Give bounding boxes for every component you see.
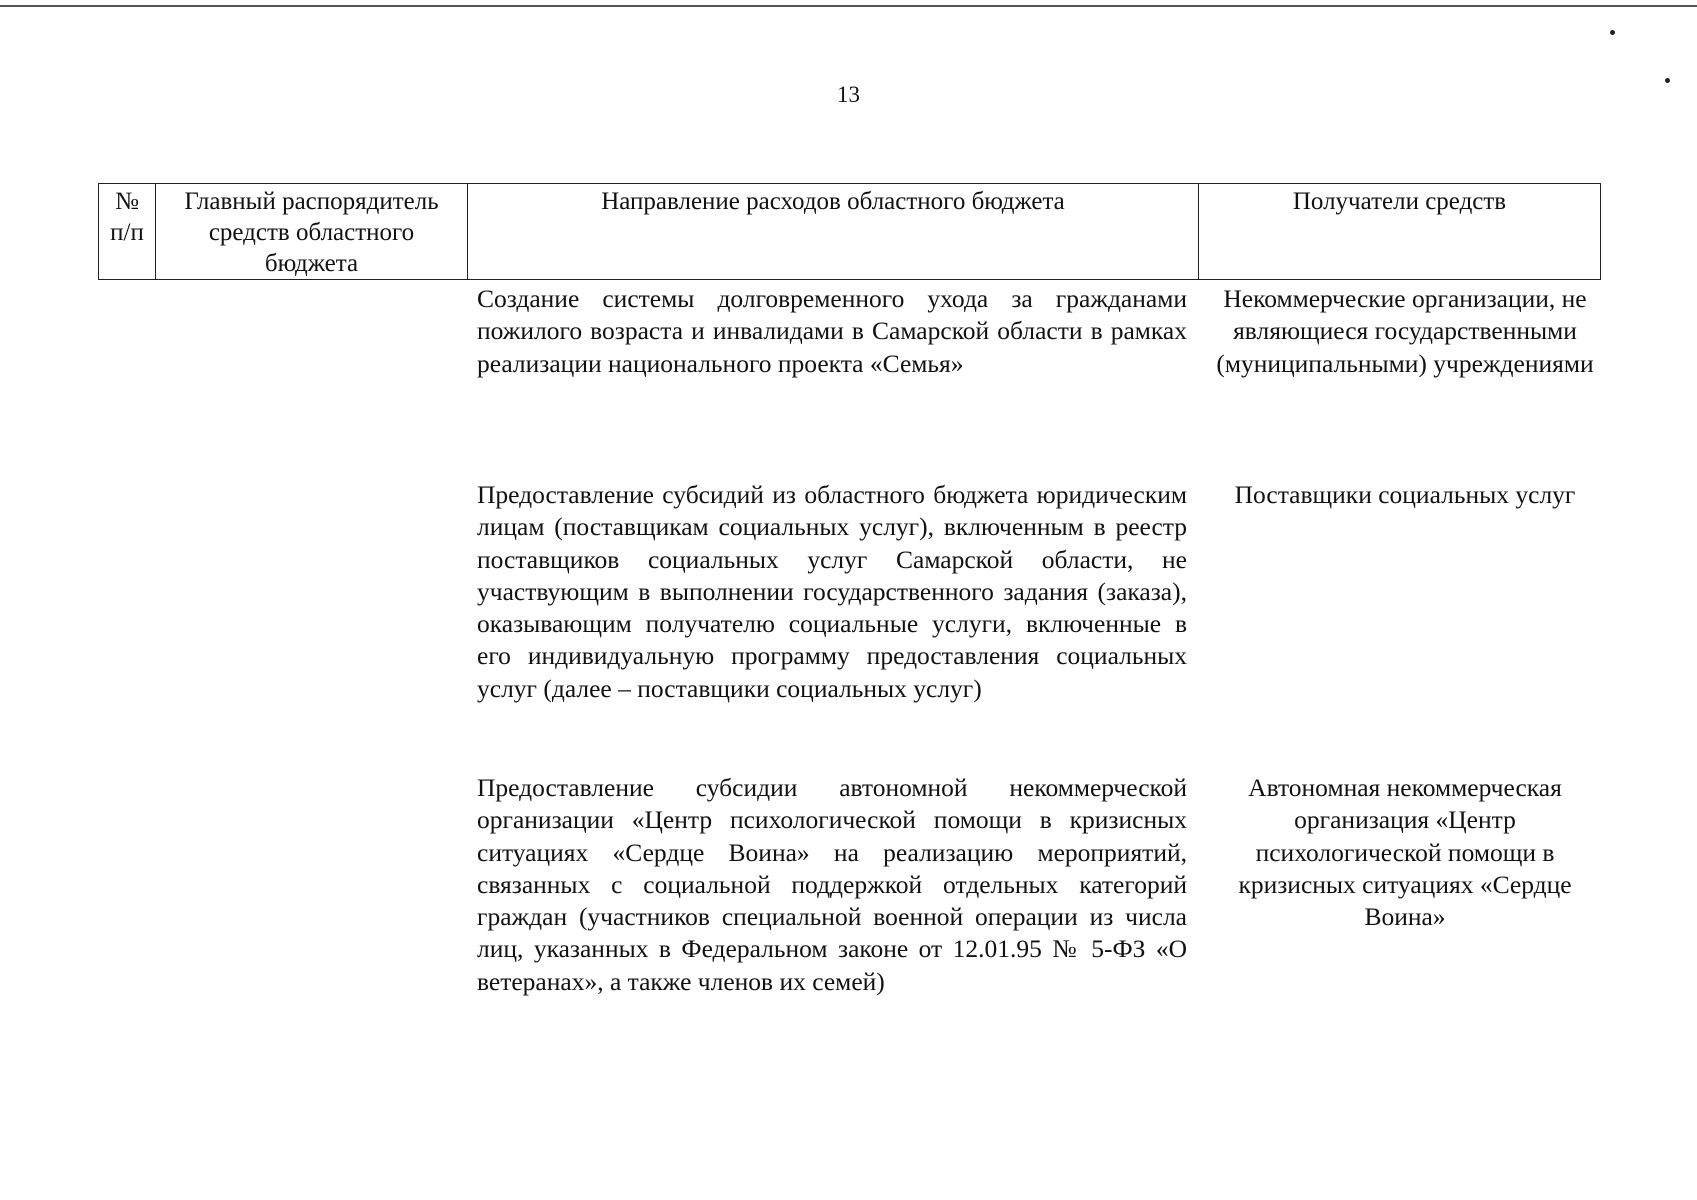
page-number: 13 [837,82,860,107]
header-cell-main-manager: Главный распорядитель средств областного бюджета [156,184,468,280]
table-header [98,183,1601,280]
recipients-cell: Поставщики социальных услуг [1234,480,1576,509]
scan-speck [1610,30,1615,35]
recipients-cell: Некоммерческие организации, не являющиеся государственными (муниципальными) учреждениями [1216,284,1594,378]
direction-cell: Создание системы долговременного ухода за гражданами пожилого возраста и инвалидами в Самарской области в рамках реализации национального проекта «Семья» [477,284,1187,378]
direction-cell: Предоставление субсидий из областного бюджета юридическим лицам (поставщикам социальных услуг), включенным в реестр поставщиков социальных услуг Самарской области, не участвующим в выполнении государственного задания (заказа), оказывающим получателю социальные услуги, включенные в его индивидуальную программу предоставления социальных услуг (далее – поставщики социальных услуг) [477,480,1187,703]
direction-cell: Предоставление субсидии автономной некоммерческой организации «Центр психологической помощи в кризисных ситуациях «Сердце Воина» на реализацию мероприятий, связанных с социальной поддержкой отдельных категорий граждан (участников специальной военной операции из числа лиц, указанных в Федеральном законе от 12.01.95 № 5-ФЗ «О ветеранах», а также членов их семей) [477,773,1187,996]
header-cell-number: № п/п [99,184,156,280]
scan-edge-line [0,5,1697,7]
header-cell-recipients: Получатели средств [1199,184,1601,280]
header-cell-direction: Направление расходов областного бюджета [468,184,1199,280]
recipients-cell: Автономная некоммерческая организация «Центр психологической помощи в кризисных ситуациях «Сердце Воина» [1238,773,1572,932]
